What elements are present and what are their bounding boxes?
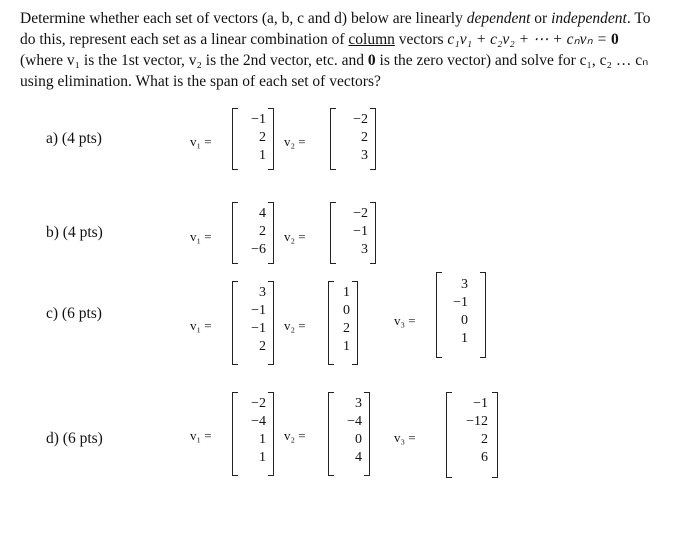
vector-column xyxy=(334,395,362,467)
vector-label: v₁ = xyxy=(190,229,212,244)
vector-entry: 2 xyxy=(481,432,488,447)
vector-label: v₁ = xyxy=(190,134,212,149)
vector-entry: 0 xyxy=(355,432,362,447)
vector-label: v₂ = xyxy=(284,134,306,149)
intro-column: column xyxy=(348,31,395,48)
vector-column xyxy=(452,395,488,467)
vector-entry: −2 xyxy=(353,112,368,127)
vector-column xyxy=(238,284,266,356)
vector-label: v₂ = xyxy=(284,428,306,443)
vector-entry: −6 xyxy=(251,242,266,257)
vector-column xyxy=(238,205,266,259)
vector-label: v₁ = xyxy=(190,428,212,443)
intro-text-5: . To do this, represent each set as a linear combination of xyxy=(20,10,651,48)
intro-zero: 0 xyxy=(610,31,619,48)
vector-label: v₃ = xyxy=(394,430,416,445)
vector-entry: 6 xyxy=(481,450,488,465)
vector-entry: 3 xyxy=(259,285,266,300)
vector-entry: 2 xyxy=(259,224,266,239)
vector-column xyxy=(238,395,266,467)
intro-text-3: or xyxy=(530,10,552,27)
vector-entry: 4 xyxy=(355,450,362,465)
vector-entry: −1 xyxy=(251,321,266,336)
right-bracket xyxy=(268,281,274,365)
right-bracket xyxy=(268,392,274,476)
vector-entry: −1 xyxy=(353,224,368,239)
vector-entry: 1 xyxy=(461,331,468,346)
vector-entry: −1 xyxy=(251,112,266,127)
vector-column xyxy=(334,284,350,356)
intro-text-1: Determine whether each set of vectors (a, b, c and d) below are linearly xyxy=(20,10,467,27)
vector-entry: −12 xyxy=(466,414,488,429)
right-bracket xyxy=(370,108,376,170)
vector-entry: 2 xyxy=(259,130,266,145)
intro-equation: c₁v₁ + c₂v₂ + ⋯ + cₙvₙ = xyxy=(447,31,611,48)
vector-entry: −4 xyxy=(347,414,362,429)
vector-entry: 4 xyxy=(259,206,266,221)
vector-entry: −1 xyxy=(251,303,266,318)
intro-text-7: vectors xyxy=(394,31,448,48)
vector-column xyxy=(336,205,368,259)
vector-label: v₃ = xyxy=(394,313,416,328)
vector-entry: 1 xyxy=(259,432,266,447)
vector-entry: −2 xyxy=(353,206,368,221)
vector-entry: 2 xyxy=(259,339,266,354)
part-label: c) (6 pts) xyxy=(46,305,102,322)
vector-entry: −2 xyxy=(251,396,266,411)
vector-entry: 1 xyxy=(259,450,266,465)
vector-entry: 2 xyxy=(361,130,368,145)
right-bracket xyxy=(480,272,486,358)
vector-entry: −1 xyxy=(473,396,488,411)
vector-entry: 3 xyxy=(355,396,362,411)
right-bracket xyxy=(352,281,358,365)
intro-text-10: (where v₁ is the 1st vector, v₂ is the 2nd vector, etc. and xyxy=(20,52,368,69)
problem-statement xyxy=(20,8,660,92)
part-label: b) (4 pts) xyxy=(46,224,103,241)
vector-entry: 1 xyxy=(343,339,350,354)
vector-column xyxy=(442,276,468,348)
intro-dependent: dependent xyxy=(466,10,531,27)
right-bracket xyxy=(492,392,498,478)
intro-text-12: is the zero vector) and solve for c₁, c₂ … cₙ using elimination. What is the span of each set of vectors? xyxy=(20,52,649,90)
intro-zero-vector: 0 xyxy=(367,52,376,69)
vector-column xyxy=(336,111,368,165)
right-bracket xyxy=(268,108,274,170)
right-bracket xyxy=(370,202,376,264)
vector-label: v₂ = xyxy=(284,318,306,333)
vector-entry: 3 xyxy=(361,242,368,257)
vector-entry: 0 xyxy=(461,313,468,328)
vector-entry: −1 xyxy=(453,295,468,310)
part-label: a) (4 pts) xyxy=(46,130,102,147)
vector-entry: −4 xyxy=(251,414,266,429)
vector-entry: 2 xyxy=(343,321,350,336)
vector-entry: 0 xyxy=(343,303,350,318)
part-label: d) (6 pts) xyxy=(46,430,103,447)
intro-independent: independent xyxy=(551,10,627,27)
vector-entry: 1 xyxy=(259,148,266,163)
vector-column xyxy=(238,111,266,165)
vector-entry: 1 xyxy=(343,285,350,300)
vector-entry: 3 xyxy=(361,148,368,163)
vector-label: v₂ = xyxy=(284,229,306,244)
vector-entry: 3 xyxy=(461,277,468,292)
right-bracket xyxy=(364,392,370,476)
vector-label: v₁ = xyxy=(190,318,212,333)
right-bracket xyxy=(268,202,274,264)
